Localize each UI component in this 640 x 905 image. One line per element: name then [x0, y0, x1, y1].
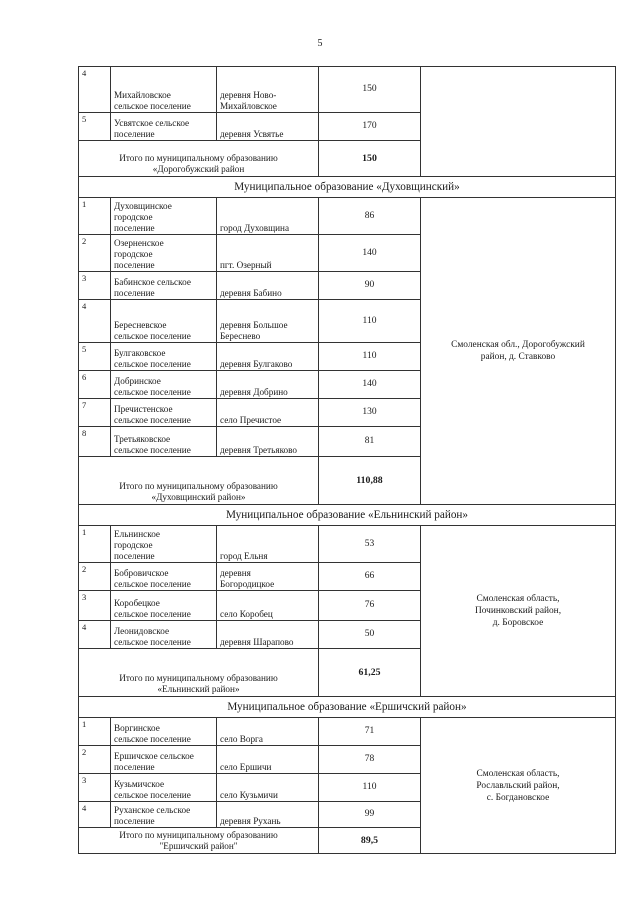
locality-name: деревня Шарапово: [217, 621, 319, 649]
row-number: 1: [79, 198, 111, 235]
settlement-name: Бобровичское сельское поселение: [111, 563, 217, 591]
value-cell: 99: [319, 802, 421, 828]
locality-name: село Кузьмичи: [217, 774, 319, 802]
row-number: 3: [79, 774, 111, 802]
locality-name: город Ельня: [217, 526, 319, 563]
table-row: [79, 718, 616, 746]
locality-name: деревня Бабино: [217, 272, 319, 300]
locality-name: деревня Добрино: [217, 371, 319, 399]
locality-name: деревня Богородицкое: [217, 563, 319, 591]
row-number: 3: [79, 272, 111, 300]
settlement-name: Третьяковское сельское поселение: [111, 427, 217, 457]
value-cell: 71: [319, 718, 421, 746]
total-value: 61,25: [319, 649, 421, 697]
value-cell: 86: [319, 198, 421, 235]
section-heading: Муниципальное образование «Духовщинский»: [79, 177, 616, 198]
value-cell: 170: [319, 113, 421, 141]
row-number: 2: [79, 746, 111, 774]
value-cell: 76: [319, 591, 421, 621]
settlement-name: Добринское сельское поселение: [111, 371, 217, 399]
settlement-name: Михайловское сельское поселение: [111, 67, 217, 113]
locality-name: село Ворга: [217, 718, 319, 746]
row-number: 2: [79, 563, 111, 591]
value-cell: 90: [319, 272, 421, 300]
total-label: Итого по муниципальному образованию "Ершичский район": [79, 828, 319, 854]
value-cell: 140: [319, 235, 421, 272]
location-cell: [421, 67, 616, 177]
total-label: Итого по муниципальному образованию «Духовщинский район»: [79, 457, 319, 505]
locality-name: деревня Булгаково: [217, 343, 319, 371]
row-number: 5: [79, 113, 111, 141]
settlement-name: Духовщинское городское поселение: [111, 198, 217, 235]
locality-name: деревня Большое Береснево: [217, 300, 319, 343]
settlement-name: Озерненское городское поселение: [111, 235, 217, 272]
locality-name: деревня Ново- Михайловское: [217, 67, 319, 113]
settlement-name: Усвятское сельское поселение: [111, 113, 217, 141]
section-heading: Муниципальное образование «Ершичский район»: [79, 697, 616, 718]
locality-name: деревня Третьяково: [217, 427, 319, 457]
settlement-name: Руханское сельское поселение: [111, 802, 217, 828]
total-value: 110,88: [319, 457, 421, 505]
location-cell: Смоленская обл., Дорогобужский район, д. Ставково: [421, 198, 616, 505]
locality-name: деревня Усвятье: [217, 113, 319, 141]
value-cell: 81: [319, 427, 421, 457]
page-number: 5: [317, 38, 323, 49]
location-cell: Смоленская область, Починковский район, д. Боровское: [421, 526, 616, 697]
table-row: [79, 198, 616, 235]
settlement-name: Кузьмичское сельское поселение: [111, 774, 217, 802]
row-number: 2: [79, 235, 111, 272]
total-value: 89,5: [319, 828, 421, 854]
value-cell: 130: [319, 399, 421, 427]
section-heading-row: [79, 505, 616, 526]
section-heading-row: [79, 697, 616, 718]
settlement-name: Леонидовское сельское поселение: [111, 621, 217, 649]
value-cell: 110: [319, 343, 421, 371]
row-number: 1: [79, 718, 111, 746]
locality-name: село Коробец: [217, 591, 319, 621]
locality-name: село Ершичи: [217, 746, 319, 774]
value-cell: 78: [319, 746, 421, 774]
row-number: 4: [79, 621, 111, 649]
value-cell: 50: [319, 621, 421, 649]
settlement-name: Береснeвское сельское поселение: [111, 300, 217, 343]
settlement-name: Бабинское сельское поселение: [111, 272, 217, 300]
settlement-name: Пречистенское сельское поселение: [111, 399, 217, 427]
settlement-name: Воргинское сельское поселение: [111, 718, 217, 746]
locality-name: город Духовщина: [217, 198, 319, 235]
location-cell: Смоленская область, Рославльский район, с. Богдановское: [421, 718, 616, 854]
section-heading: Муниципальное образование «Ельнинский район»: [79, 505, 616, 526]
value-cell: 66: [319, 563, 421, 591]
row-number: 4: [79, 300, 111, 343]
row-number: 5: [79, 343, 111, 371]
section-heading-row: [79, 177, 616, 198]
row-number: 6: [79, 371, 111, 399]
locality-name: деревня Рухань: [217, 802, 319, 828]
total-value: 150: [319, 141, 421, 177]
value-cell: 150: [319, 67, 421, 113]
table-row: [79, 67, 616, 113]
settlement-name: Коробецкое сельское поселение: [111, 591, 217, 621]
settlement-name: Ершичское сельское поселение: [111, 746, 217, 774]
row-number: 7: [79, 399, 111, 427]
value-cell: 140: [319, 371, 421, 399]
municipal-table: [78, 66, 616, 854]
total-label: Итого по муниципальному образованию «Дорогобужский район: [79, 141, 319, 177]
table-row: [79, 526, 616, 563]
settlement-name: Ельнинское городское поселение: [111, 526, 217, 563]
value-cell: 110: [319, 774, 421, 802]
value-cell: 110: [319, 300, 421, 343]
row-number: 1: [79, 526, 111, 563]
locality-name: село Пречистое: [217, 399, 319, 427]
row-number: 4: [79, 802, 111, 828]
locality-name: пгт. Озерный: [217, 235, 319, 272]
total-label: Итого по муниципальному образованию «Ельнинский район»: [79, 649, 319, 697]
row-number: 3: [79, 591, 111, 621]
settlement-name: Булгаковское сельское поселение: [111, 343, 217, 371]
row-number: 8: [79, 427, 111, 457]
value-cell: 53: [319, 526, 421, 563]
row-number: 4: [79, 67, 111, 113]
